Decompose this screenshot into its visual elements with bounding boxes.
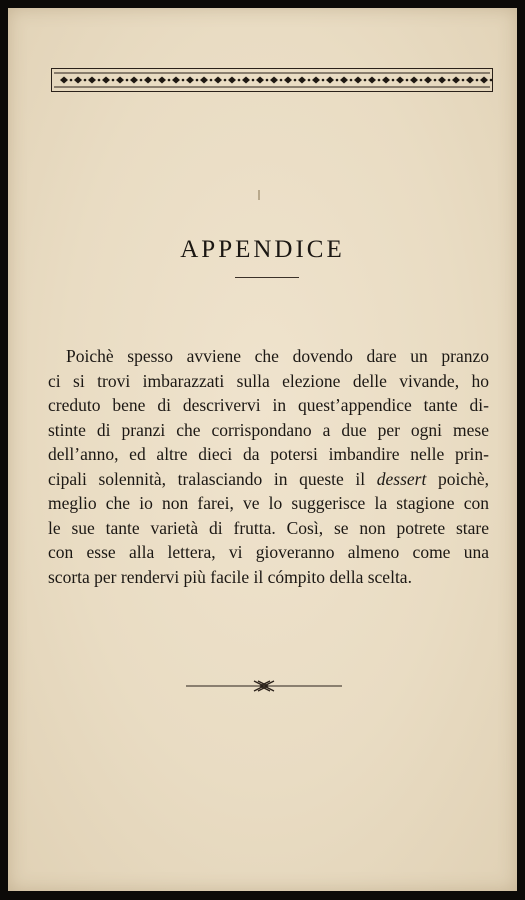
ornament-diamond bbox=[410, 77, 418, 84]
paragraph-line-9: con esse alla lettera, vi gioveranno almeno come una bbox=[48, 542, 489, 562]
ornament-dot bbox=[448, 79, 451, 82]
page-title: APPENDICE bbox=[180, 236, 345, 263]
ornament-dot bbox=[182, 79, 185, 82]
paragraph-line-7: meglio che io non farei, ve lo suggerisce la stagione con bbox=[48, 493, 489, 513]
ornament-dot bbox=[154, 79, 157, 82]
ornament-diamond bbox=[214, 77, 222, 84]
paragraph-line-4: stinte di pranzi che corrispondano a due per ogni mese bbox=[48, 419, 489, 440]
ornament-dot bbox=[70, 79, 73, 82]
ornament-dot bbox=[210, 79, 213, 82]
ornament-dot bbox=[238, 79, 241, 82]
line-6-text-after: poichè, bbox=[426, 468, 489, 489]
ornament-diamond bbox=[424, 77, 432, 84]
paragraph-line-2: ci si trovi imbarazzati sulla elezione delle vivande, ho bbox=[48, 370, 489, 391]
dessert-italic-word: dessert bbox=[376, 468, 427, 489]
ornament-diamond bbox=[130, 77, 138, 84]
ornament-dot bbox=[126, 79, 129, 82]
ornament-diamond bbox=[438, 77, 446, 84]
ornament-dot bbox=[252, 79, 255, 82]
ornament-dot bbox=[336, 79, 339, 82]
decorative-header-border bbox=[51, 68, 493, 92]
ornament-dot bbox=[112, 79, 115, 82]
ornament-dot bbox=[350, 79, 353, 82]
paragraph-line-5: dell’anno, ed altre dieci da potersi imbandire nelle prin- bbox=[48, 444, 489, 464]
paragraph-line-6 bbox=[48, 467, 489, 492]
body-paragraph bbox=[48, 344, 489, 589]
title-underline bbox=[235, 277, 299, 278]
ornament-diamond bbox=[340, 77, 348, 84]
line-6-text-before: cipali solennità, tralasciando in queste il bbox=[48, 468, 377, 489]
ornament-dot bbox=[266, 79, 269, 82]
ornament-diamond bbox=[382, 77, 390, 84]
paper-mark bbox=[258, 190, 260, 200]
ornament-dot bbox=[392, 79, 395, 82]
ornament-dot bbox=[434, 79, 437, 82]
paragraph-line-10: scorta per rendervi più facile il cómpito della scelta. bbox=[48, 566, 412, 587]
ornament-diamond bbox=[60, 77, 68, 84]
ornament-diamond bbox=[354, 77, 362, 84]
ornament-diamond bbox=[298, 77, 306, 84]
section-end-ornament bbox=[184, 678, 344, 694]
ornament-dot bbox=[420, 79, 423, 82]
ornament-diamond bbox=[74, 77, 82, 84]
ornament-diamond bbox=[242, 77, 250, 84]
ornament-diamond bbox=[186, 77, 194, 84]
ornament-dot bbox=[406, 79, 409, 82]
ornament-diamond bbox=[102, 77, 110, 84]
ornament-dot bbox=[476, 79, 479, 82]
ornament-diamond bbox=[452, 77, 460, 84]
ornament-diamond bbox=[368, 77, 376, 84]
ornament-dot bbox=[98, 79, 101, 82]
ornament-diamond bbox=[480, 77, 488, 84]
ornament-dot bbox=[322, 79, 325, 82]
ornament-dot bbox=[84, 79, 87, 82]
ornament-diamond bbox=[466, 77, 474, 84]
ornament-diamond bbox=[200, 77, 208, 84]
paragraph-line-3: creduto bene di descrivervi in quest’appendice tante di- bbox=[48, 395, 489, 415]
ornament-diamond bbox=[88, 77, 96, 84]
ornament-dot bbox=[378, 79, 381, 82]
ornament-pattern-icon bbox=[52, 69, 492, 91]
ornament-dot bbox=[462, 79, 465, 82]
paragraph-line-8: le sue tante varietà di frutta. Così, se non potrete stare bbox=[48, 517, 489, 538]
paragraph-line-1: Poichè spesso avviene che dovendo dare un pranzo bbox=[66, 346, 489, 366]
ornament-dot bbox=[280, 79, 283, 82]
ornament-dot bbox=[294, 79, 297, 82]
ornament-diamond bbox=[326, 77, 334, 84]
ornament-dot bbox=[196, 79, 199, 82]
ornament-diamond bbox=[172, 77, 180, 84]
ornament-dot bbox=[364, 79, 367, 82]
ornament-dot bbox=[140, 79, 143, 82]
ornament-diamond bbox=[270, 77, 278, 84]
fleuron-icon bbox=[184, 678, 344, 694]
ornament-diamond bbox=[284, 77, 292, 84]
ornament-diamond bbox=[158, 77, 166, 84]
ornament-diamond bbox=[396, 77, 404, 84]
ornament-diamond bbox=[228, 77, 236, 84]
ornament-dot bbox=[168, 79, 171, 82]
ornament-dot bbox=[490, 79, 492, 82]
book-page bbox=[8, 8, 517, 891]
ornament-diamond bbox=[312, 77, 320, 84]
ornament-diamond bbox=[116, 77, 124, 84]
ornament-diamond bbox=[144, 77, 152, 84]
ornament-dot bbox=[308, 79, 311, 82]
ornament-dot bbox=[224, 79, 227, 82]
ornament-diamond bbox=[256, 77, 264, 84]
